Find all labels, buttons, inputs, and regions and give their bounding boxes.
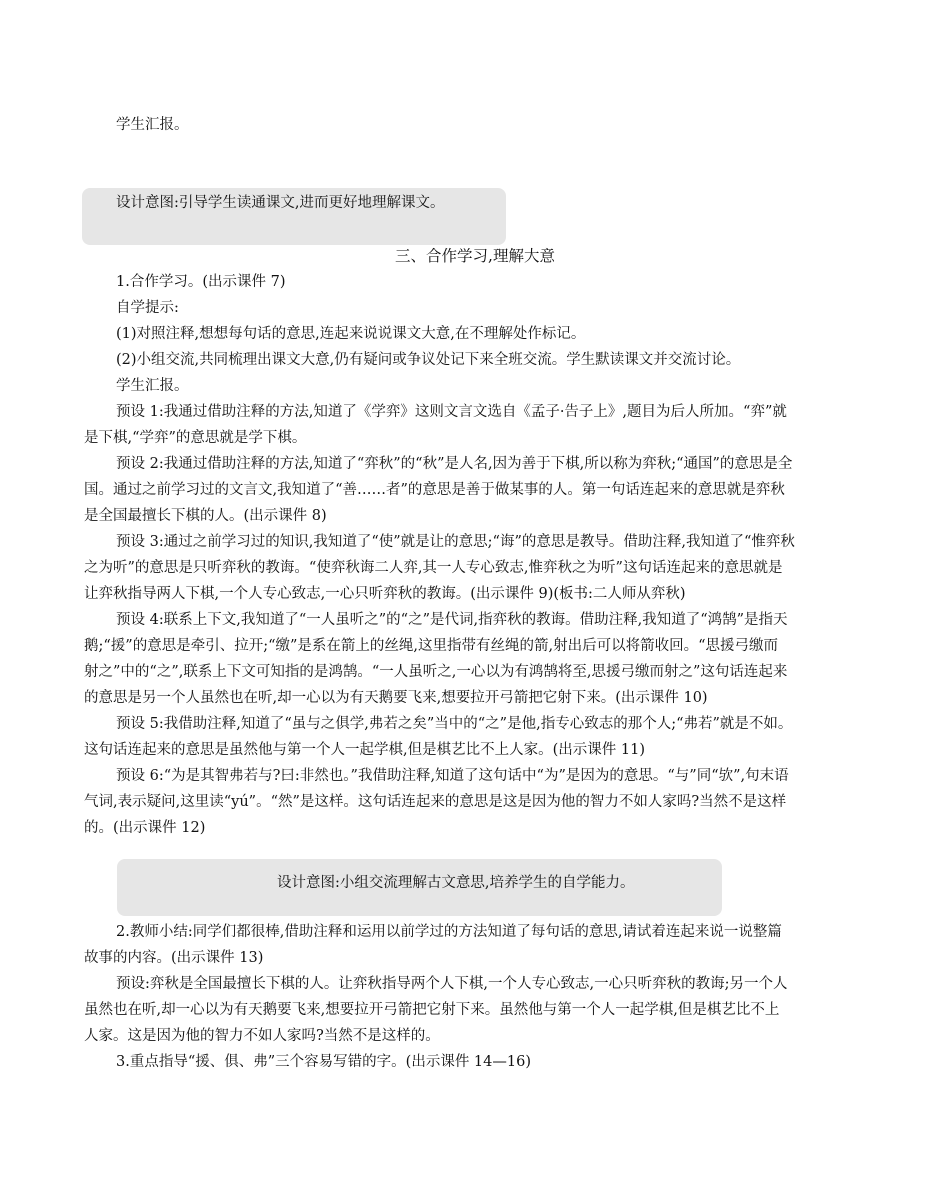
- teacher-summary-line-1: 2.教师小结:同学们都很棒,借助注释和运用以前学过的方法知道了每句话的意思,请试着连起来说一说整篇: [116, 924, 782, 940]
- design-intent-text-2: 设计意图:小组交流理解古文意思,培养学生的自学能力。: [277, 875, 635, 891]
- section-heading: 三、合作学习,理解大意: [395, 247, 555, 265]
- preset-3-line-2: 之为听”的意思是只听弈秋的教诲。“使弈秋诲二人弈,其一人专心致志,惟弈秋之为听”这句话连起来的意思就是: [84, 560, 783, 576]
- key-characters-guidance: 3.重点指导“援、俱、弗”三个容易写错的字。(出示课件 14—16): [116, 1054, 531, 1070]
- preset-2-line-1: 预设 2:我通过借助注释的方法,知道了“弈秋”的“秋”是人名,因为善于下棋,所以称为弈秋;“通国”的意思是全: [116, 456, 793, 472]
- preset-5-line-1: 预设 5:我借助注释,知道了“虽与之俱学,弗若之矣”当中的“之”是他,指专心致志的那个人;“弗若”就是不如。: [116, 716, 793, 732]
- student-report: 学生汇报。: [116, 378, 189, 394]
- self-study-hint: 自学提示:: [116, 300, 179, 316]
- preset-6-line-3: 的。(出示课件 12): [84, 820, 206, 836]
- preset-2-line-3: 是全国最擅长下棋的人。(出示课件 8): [84, 508, 327, 524]
- preset-1-line-2: 是下棋,“学弈”的意思就是学下棋。: [84, 430, 307, 446]
- hint-item-1: (1)对照注释,想想每句话的意思,连起来说说课文大意,在不理解处作标记。: [116, 326, 586, 342]
- student-report-intro: 学生汇报。: [116, 117, 189, 133]
- preset-4-line-1: 预设 4:联系上下文,我知道了“一人虽听之”的“之”是代词,指弈秋的教诲。借助注释,我知道了“鸿鹄”是指天: [116, 612, 788, 628]
- preset-summary-line-2: 虽然也在听,却一心以为有天鹅要飞来,想要拉开弓箭把它射下来。虽然他与第一个人一起学棋,但是棋艺比不上: [84, 1002, 780, 1018]
- preset-5-line-2: 这句话连起来的意思是虽然他与第一个人一起学棋,但是棋艺比不上人家。(出示课件 11): [84, 742, 645, 758]
- preset-summary-line-3: 人家。这是因为他的智力不如人家吗?当然不是这样的。: [84, 1028, 440, 1044]
- preset-3-line-3: 让弈秋指导两人下棋,一个人专心致志,一心只听弈秋的教诲。(出示课件 9)(板书:二人师从弈秋): [84, 586, 686, 602]
- preset-4-line-3: 射之”中的“之”,联系上下文可知指的是鸿鹄。“一人虽听之,一心以为有鸿鹄将至,思援弓缴而射之”这句话连起来: [84, 664, 788, 680]
- design-intent-box-1: [82, 188, 506, 245]
- cooperative-learning: 1.合作学习。(出示课件 7): [116, 274, 286, 290]
- preset-2-line-2: 国。通过之前学习过的文言文,我知道了“善……者”的意思是善于做某事的人。第一句话连起来的意思就是弈秋: [84, 482, 785, 498]
- preset-4-line-2: 鹅;“援”的意思是牵引、拉开;“缴”是系在箭上的丝绳,这里指带有丝绳的箭,射出后可以将箭收回。“思援弓缴而: [84, 638, 779, 654]
- preset-6-line-2: 气词,表示疑问,这里读“yú”。“然”是这样。这句话连起来的意思是这是因为他的智力不如人家吗?当然不是这样: [84, 794, 787, 810]
- teacher-summary-line-2: 故事的内容。(出示课件 13): [84, 950, 264, 966]
- design-intent-box-2: [117, 859, 722, 916]
- hint-item-2: (2)小组交流,共同梳理出课文大意,仍有疑问或争议处记下来全班交流。学生默读课文并交流讨论。: [116, 352, 741, 368]
- preset-3-line-1: 预设 3:通过之前学习过的知识,我知道了“使”就是让的意思;“诲”的意思是教导。借助注释,我知道了“惟弈秋: [116, 534, 795, 550]
- preset-1-line-1: 预设 1:我通过借助注释的方法,知道了《学弈》这则文言文选自《孟子·告子上》,题目为后人所加。“弈”就: [116, 404, 787, 420]
- design-intent-text-1: 设计意图:引导学生读通课文,进而更好地理解课文。: [116, 195, 445, 211]
- preset-6-line-1: 预设 6:“为是其智弗若与?曰:非然也。”我借助注释,知道了这句话中“为”是因为的意思。“与”同“欤”,句末语: [116, 768, 789, 784]
- preset-4-line-4: 的意思是另一个人虽然也在听,却一心以为有天鹅要飞来,想要拉开弓箭把它射下来。(出示课件 10): [84, 690, 708, 706]
- preset-summary-line-1: 预设:弈秋是全国最擅长下棋的人。让弈秋指导两个人下棋,一个人专心致志,一心只听弈秋的教诲;另一个人: [116, 976, 788, 992]
